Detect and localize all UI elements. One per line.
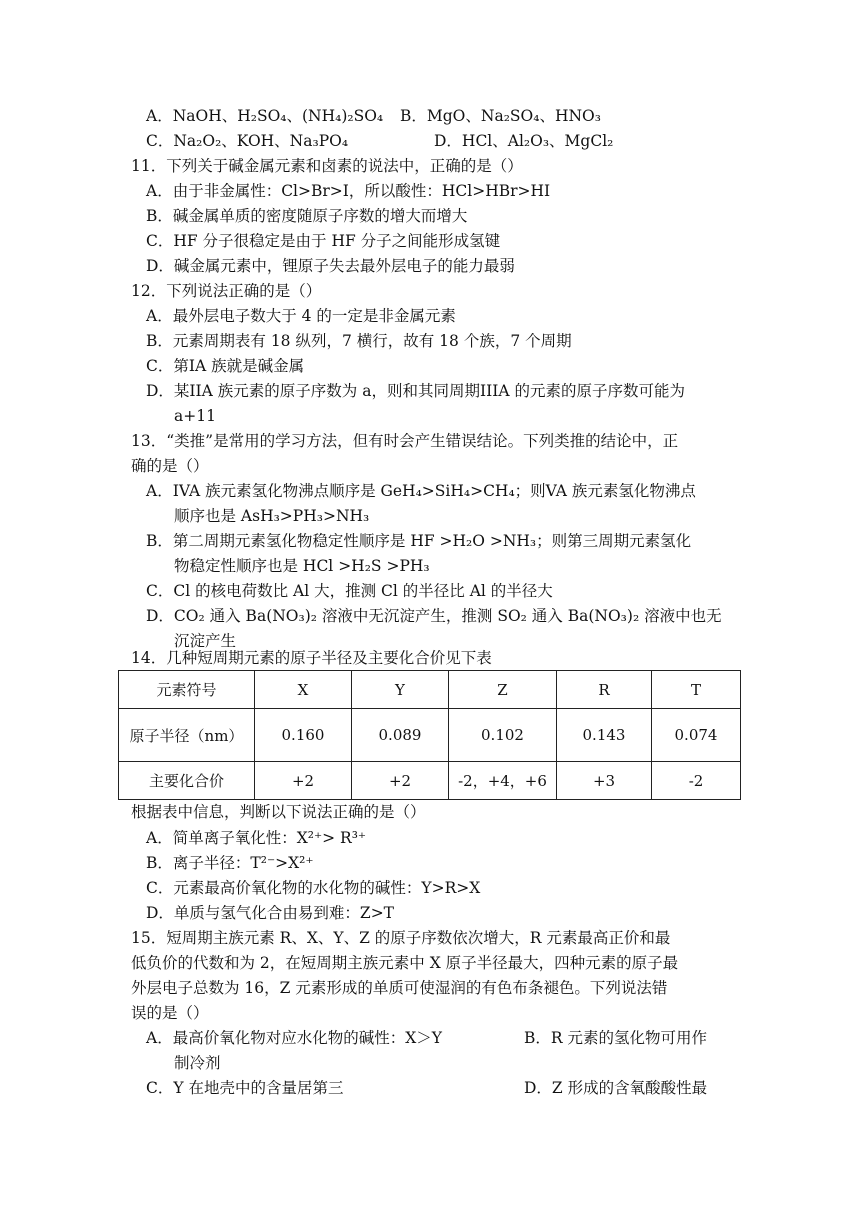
table-cell: 0.160: [255, 709, 352, 762]
q11-option-c: C．HF 分子很稳定是由于 HF 分子之间能形成氢键: [146, 232, 501, 250]
q12-stem: 12．下列说法正确的是（）: [131, 282, 322, 300]
table-row: [119, 762, 741, 800]
table-cell: 0.143: [557, 709, 652, 762]
q14-option-b: B．离子半径：T²⁻>X²⁺: [146, 854, 314, 872]
q13-option-d-cont: 沉淀产生: [174, 632, 237, 650]
q13-stem: 13．“类推”是常用的学习方法，但有时会产生错误结论。下列类推的结论中，正: [131, 432, 679, 450]
table-header-cell: Z: [449, 671, 557, 709]
q14-stem: 14．几种短周期元素的原子半径及主要化合价见下表: [131, 649, 492, 667]
q13-option-d: D．CO₂ 通入 Ba(NO₃)₂ 溶液中无沉淀产生，推测 SO₂ 通入 Ba(NO₃)₂ 溶液中也无: [146, 607, 722, 625]
q14-question: 根据表中信息，判断以下说法正确的是（）: [131, 803, 426, 821]
table-cell: -2，+4，+6: [449, 762, 557, 800]
q15-stem-cont-1: 低负价的代数和为 2，在短周期主族元素中 X 原子半径最大，四种元素的原子最: [131, 954, 679, 972]
q15-stem: 15．短周期主族元素 R、X、Y、Z 的原子序数依次增大，R 元素最高正价和最: [131, 929, 671, 947]
q11-option-d: D．碱金属元素中，锂原子失去最外层电子的能力最弱: [146, 257, 515, 275]
q15-option-a: A．最高价氧化物对应水化物的碱性：X＞Y: [146, 1029, 442, 1047]
q15-option-b-cont: 制冷剂: [174, 1054, 221, 1072]
q11-stem: 11．下列关于碱金属元素和卤素的说法中，正确的是（）: [131, 157, 523, 175]
q11-option-a: A．由于非金属性：Cl>Br>I，所以酸性：HCl>HBr>HI: [146, 182, 551, 200]
table-cell: 0.089: [352, 709, 449, 762]
q15-stem-cont-3: 误的是（）: [131, 1004, 209, 1022]
q13-option-b-cont: 物稳定性顺序也是 HCl >H₂S >PH₃: [174, 557, 430, 575]
q15-option-b: B．R 元素的氢化物可用作: [524, 1029, 707, 1047]
q10-option-b: B．MgO、Na₂SO₄、HNO₃: [400, 107, 601, 125]
q14-option-c: C．元素最高价氧化物的水化物的碱性：Y>R>X: [146, 879, 481, 897]
table-cell: +2: [255, 762, 352, 800]
table-header-cell: T: [652, 671, 741, 709]
q14-option-d: D．单质与氢气化合由易到难：Z>T: [146, 904, 395, 922]
q12-option-a: A．最外层电子数大于 4 的一定是非金属元素: [146, 307, 456, 325]
table-cell: +3: [557, 762, 652, 800]
table-cell: +2: [352, 762, 449, 800]
q15-option-c: C．Y 在地壳中的含量居第三: [146, 1079, 344, 1097]
q15-option-d: D．Z 形成的含氧酸酸性最: [524, 1079, 708, 1097]
table-row: [119, 709, 741, 762]
q10-option-c: C．Na₂O₂、KOH、Na₃PO₄: [146, 132, 349, 150]
table-row: [119, 671, 741, 709]
q10-option-d: D．HCl、Al₂O₃、MgCl₂: [434, 132, 614, 150]
q12-option-d-cont: a+11: [174, 407, 216, 425]
q12-option-c: C．第IA 族就是碱金属: [146, 357, 305, 375]
q13-option-c: C．Cl 的核电荷数比 Al 大，推测 Cl 的半径比 Al 的半径大: [146, 582, 553, 600]
table-cell: 0.074: [652, 709, 741, 762]
table-cell: -2: [652, 762, 741, 800]
table-cell: 0.102: [449, 709, 557, 762]
q12-option-b: B．元素周期表有 18 纵列，7 横行，故有 18 个族，7 个周期: [146, 332, 572, 350]
element-data-table: [118, 670, 741, 800]
table-header-cell: Y: [352, 671, 449, 709]
table-header-cell: R: [557, 671, 652, 709]
q13-option-a-cont: 顺序也是 AsH₃>PH₃>NH₃: [174, 507, 370, 525]
table-header-cell: 元素符号: [119, 671, 255, 709]
table-row-label: 主要化合价: [119, 762, 255, 800]
q15-stem-cont-2: 外层电子总数为 16，Z 元素形成的单质可使湿润的有色布条褪色。下列说法错: [131, 979, 668, 997]
q13-option-a: A．IVA 族元素氢化物沸点顺序是 GeH₄>SiH₄>CH₄；则VA 族元素氢化物沸点: [146, 482, 696, 500]
table-row-label: 原子半径（nm）: [119, 709, 255, 762]
q13-option-b: B．第二周期元素氢化物稳定性顺序是 HF >H₂O >NH₃；则第三周期元素氢化: [146, 532, 692, 550]
q11-option-b: B．碱金属单质的密度随原子序数的增大而增大: [146, 207, 468, 225]
q10-option-a: A．NaOH、H₂SO₄、(NH₄)₂SO₄: [146, 107, 384, 125]
q12-option-d: D．某IIA 族元素的原子序数为 a，则和其同周期IIIA 的元素的原子序数可能为: [146, 382, 685, 400]
q14-option-a: A．简单离子氧化性：X²⁺> R³⁺: [146, 829, 367, 847]
q13-stem-cont: 确的是（）: [131, 457, 209, 475]
table-header-cell: X: [255, 671, 352, 709]
